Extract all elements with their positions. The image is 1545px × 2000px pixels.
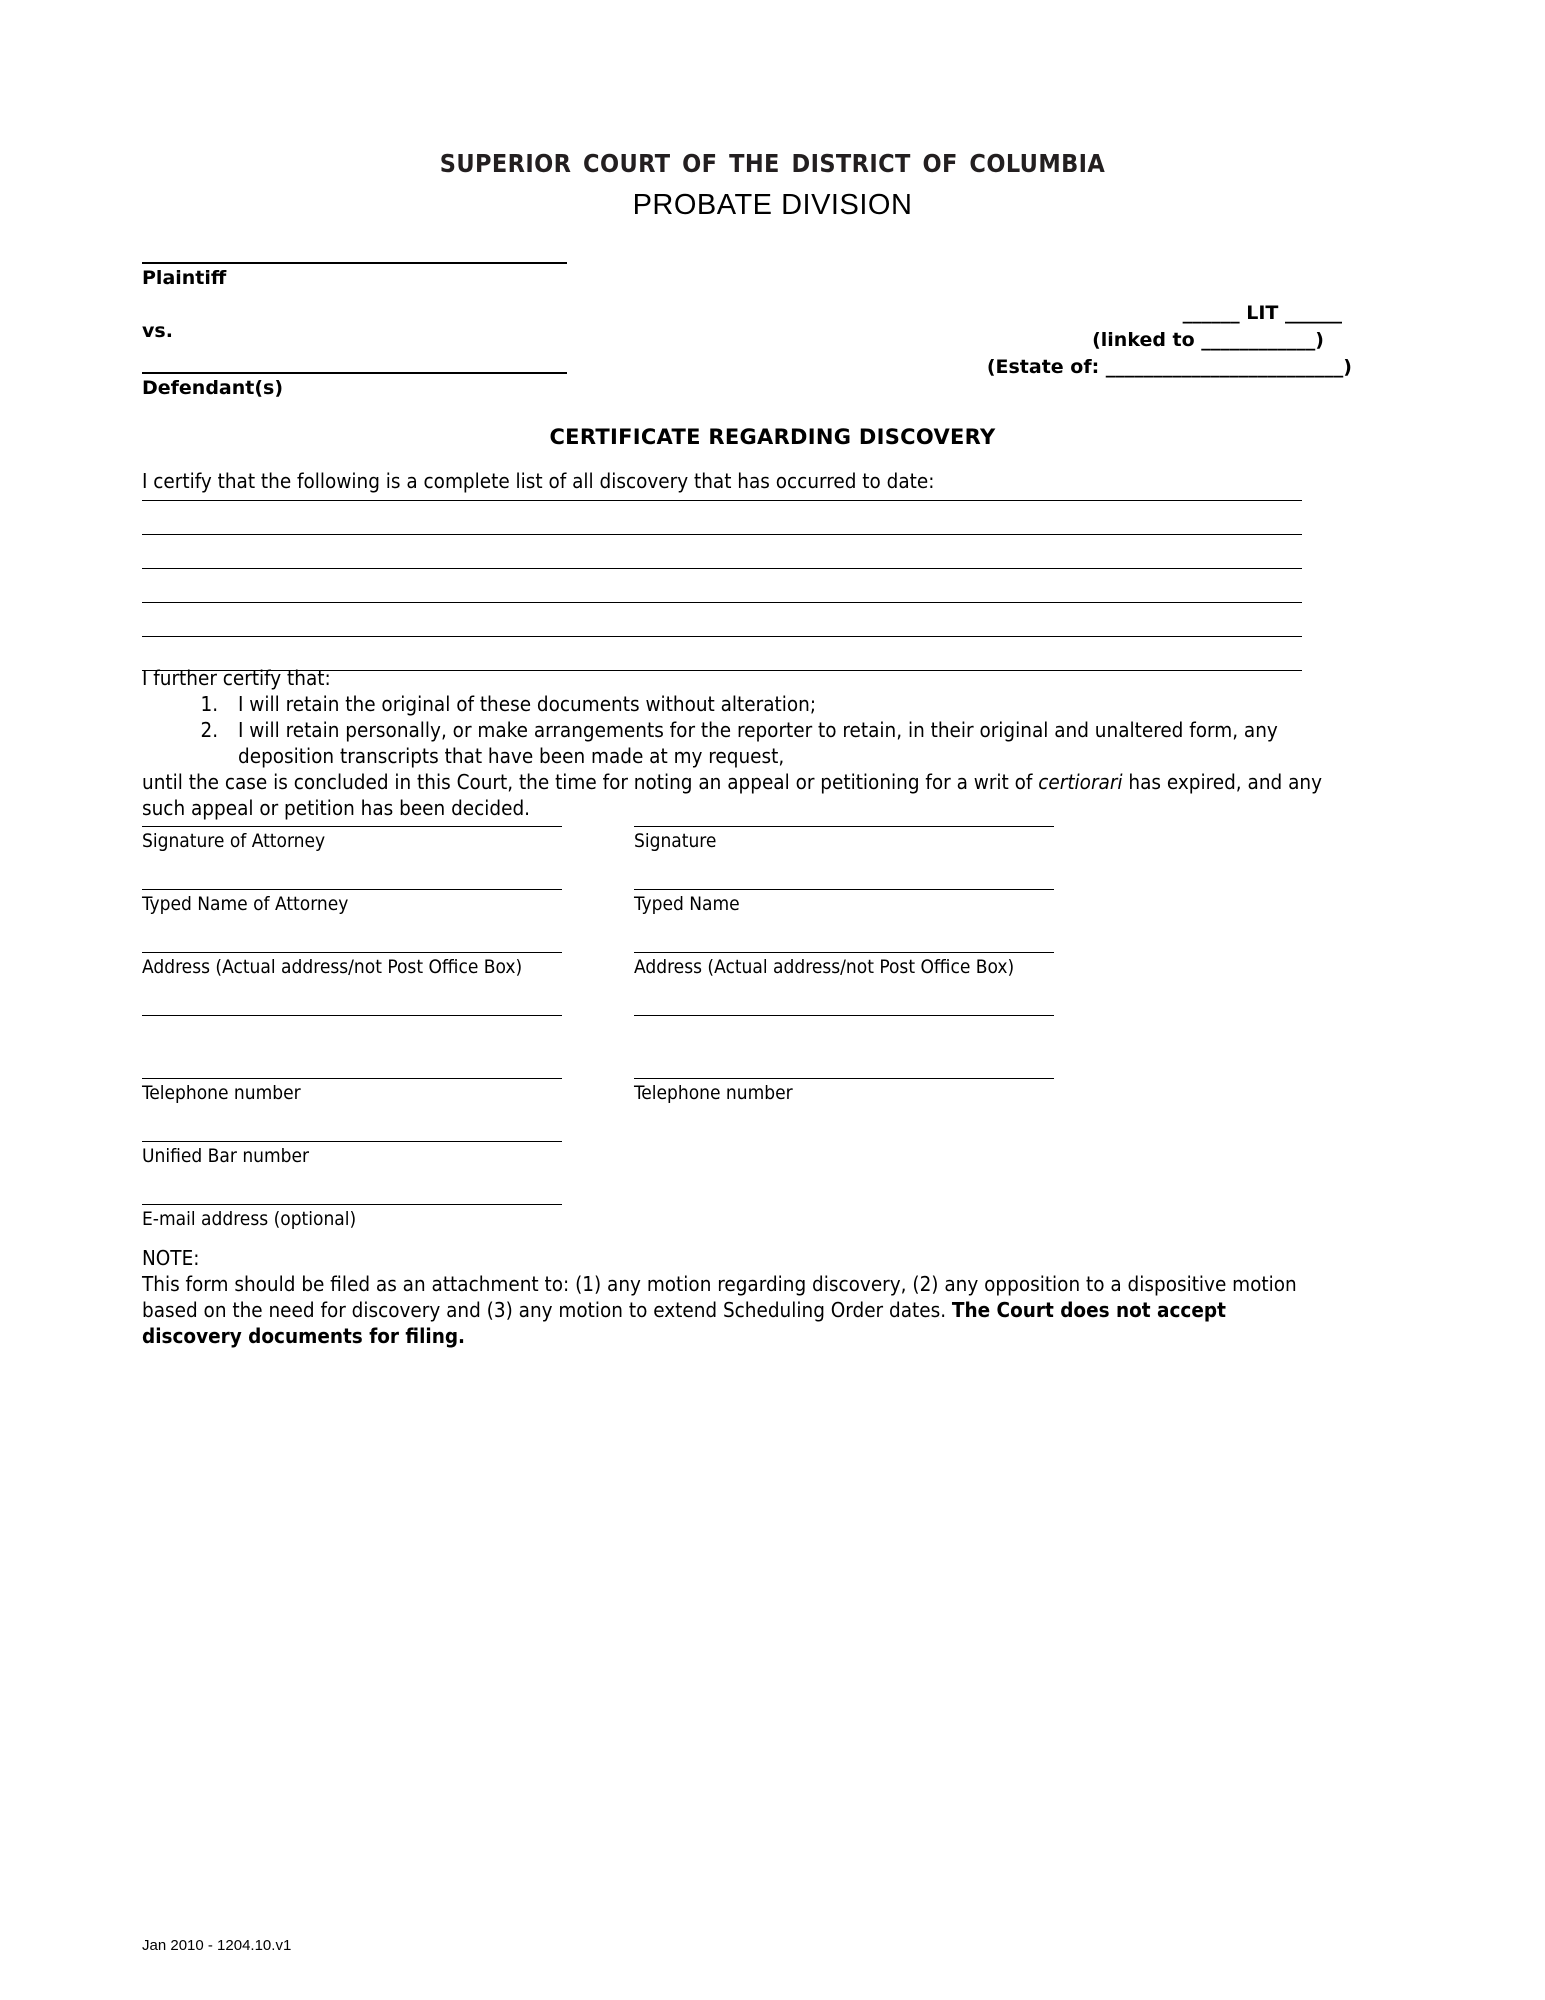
telephone-attorney-field[interactable] (142, 1078, 562, 1104)
certify-intro-text: I certify that the following is a complete list of all discovery that has occurred to date: (142, 469, 935, 493)
document-header (0, 140, 1545, 222)
discovery-fill-line[interactable] (142, 602, 1302, 603)
address-attorney-line[interactable] (142, 952, 562, 953)
case-number-line[interactable]: ______ LIT ______ (1182, 302, 1342, 324)
signature-block (142, 826, 1312, 1267)
note-body (142, 1271, 1322, 1349)
note-body-bold: The Court does not accept discovery documents for filing. (142, 1298, 1226, 1349)
email-label: E-mail address (optional) (142, 1208, 357, 1230)
address-party-line[interactable] (634, 952, 1054, 953)
signature-row (142, 1141, 1312, 1204)
note-body-text: This form should be filed as an attachment to: (1) any motion regarding discovery, (2) any opposition to a dispositive motion based on the need for discovery and (3) any motion to extend Scheduling Order dates. (142, 1272, 1297, 1323)
defendant-label: Defendant(s) (142, 377, 284, 399)
signature-row (142, 952, 1312, 1015)
plaintiff-block (142, 262, 567, 289)
address-party-field[interactable] (634, 952, 1054, 978)
telephone-attorney-line[interactable] (142, 1078, 562, 1079)
signature-row (142, 826, 1312, 889)
defendant-block (142, 372, 567, 399)
plaintiff-label: Plaintiff (142, 267, 227, 289)
telephone-party-field[interactable] (634, 1078, 1054, 1104)
further-certify-intro: I further certify that: (142, 666, 331, 690)
defendant-fill-line[interactable] (142, 372, 567, 374)
discovery-fill-line[interactable] (142, 534, 1302, 535)
note-block (142, 1245, 1322, 1349)
signature-party-label: Signature (634, 830, 717, 852)
discovery-fill-line[interactable] (142, 500, 1302, 501)
certify-item: 2. I will retain personally, or make arrangements for the reporter to retain, in their original and unaltered form, any deposition transcripts that have been made at my request, (224, 717, 1342, 769)
signature-attorney-field[interactable] (142, 826, 562, 852)
signature-row (142, 1078, 1312, 1141)
email-field[interactable] (142, 1204, 562, 1230)
signature-row (142, 1015, 1312, 1078)
tail-text-before: until the case is concluded in this Court, the time for noting an appeal or petitioning for a writ of (142, 770, 1039, 795)
certiorari-italic-term: certiorari (1038, 770, 1123, 795)
telephone-party-label: Telephone number (634, 1082, 793, 1104)
signature-party-line[interactable] (634, 826, 1054, 827)
discovery-fill-line[interactable] (142, 568, 1302, 569)
signature-party-field[interactable] (634, 826, 1054, 852)
typed-name-attorney-field[interactable] (142, 889, 562, 915)
court-title: superior court of the district of columbia (439, 140, 1106, 181)
telephone-attorney-label: Telephone number (142, 1082, 301, 1104)
address2-attorney-line[interactable] (142, 1015, 562, 1016)
typed-name-party-label: Typed Name (634, 893, 740, 915)
email-line[interactable] (142, 1204, 562, 1205)
typed-name-attorney-label: Typed Name of Attorney (142, 893, 349, 915)
bar-number-line[interactable] (142, 1141, 562, 1142)
signature-row (142, 889, 1312, 952)
certify-item: 1. I will retain the original of these documents without alteration; (224, 691, 1342, 717)
case-number-block (612, 300, 1402, 381)
tail-text-after: has expired, and any such appeal or petition has been decided. (142, 770, 1322, 821)
signature-attorney-label: Signature of Attorney (142, 830, 326, 852)
estate-of-line[interactable]: (Estate of: _________________________) (986, 355, 1352, 378)
form-title: CERTIFICATE REGARDING DISCOVERY (549, 425, 996, 449)
linked-to-line[interactable]: (linked to ____________) (1092, 328, 1324, 351)
versus-label: vs. (142, 320, 173, 342)
form-version-footer: Jan 2010 - 1204.10.v1 (142, 1937, 292, 1954)
address2-attorney-field[interactable] (142, 1015, 562, 1019)
address2-party-field[interactable] (634, 1015, 1054, 1019)
typed-name-attorney-line[interactable] (142, 889, 562, 890)
discovery-fill-line[interactable] (142, 636, 1302, 637)
address-party-label: Address (Actual address/not Post Office Box) (634, 956, 1015, 978)
note-label: NOTE: (142, 1246, 200, 1270)
certify-item-list (142, 691, 1342, 769)
bar-number-label: Unified Bar number (142, 1145, 310, 1167)
typed-name-party-field[interactable] (634, 889, 1054, 915)
typed-name-party-line[interactable] (634, 889, 1054, 890)
address-attorney-field[interactable] (142, 952, 562, 978)
signature-attorney-line[interactable] (142, 826, 562, 827)
division-subtitle: PROBATE DIVISION (632, 189, 913, 221)
plaintiff-fill-line[interactable] (142, 262, 567, 264)
address-attorney-label: Address (Actual address/not Post Office Box) (142, 956, 523, 978)
further-certify-block (142, 665, 1342, 821)
address2-party-line[interactable] (634, 1015, 1054, 1016)
further-certify-tail (142, 769, 1342, 821)
bar-number-field[interactable] (142, 1141, 562, 1167)
telephone-party-line[interactable] (634, 1078, 1054, 1079)
